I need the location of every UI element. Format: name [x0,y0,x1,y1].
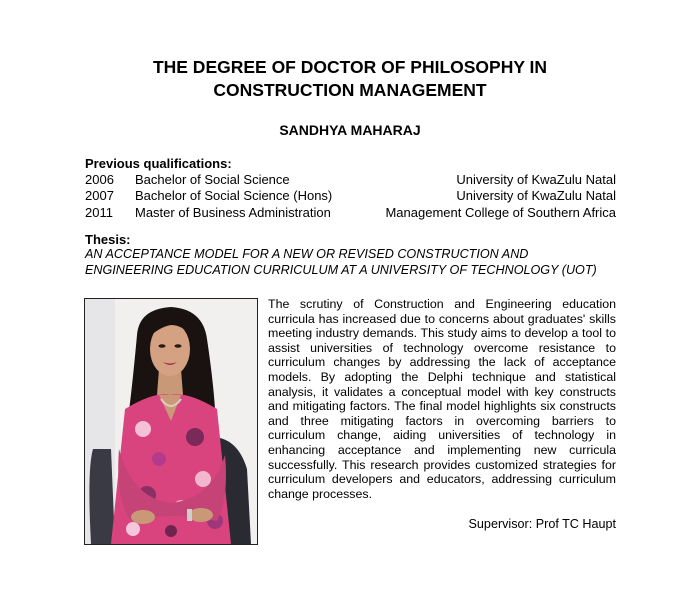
thesis-heading: Thesis: [85,232,131,247]
qualification-year: 2011 [85,204,113,220]
qualification-degree: Master of Business Administration [135,204,331,220]
qualification-row [85,172,616,188]
qualification-degree: Bachelor of Social Science (Hons) [135,188,333,204]
qualification-year: 2007 [85,188,114,204]
qualification-row [85,205,616,221]
portrait-illustration [85,299,257,544]
degree-title-line2: CONSTRUCTION MANAGEMENT [213,80,487,100]
qualifications-heading: Previous qualifications: [85,156,232,171]
degree-title [0,56,700,102]
thesis-abstract: The scrutiny of Construction and Engineering education curricula has increased due to concerns about graduates' skills meeting industry demands. This study aims to develop a tool to assist universities of technology overcome resistance to curriculum changes by addressing the lack of acceptance models. By adopting the Delphi technique and statistical analysis, it validates a conceptual model with key constructs and mitigating factors. The final model highlights six constructs and three mitigating factors in overcoming barriers to curriculum change, aiding universities of technology in enhancing acceptance and implementing new curricula successfully. This research provides customized strategies for curriculum developers and educators, addressing curriculum change processes. [268,297,616,501]
author-portrait-photo [84,298,258,545]
qualification-institution: Management College of Southern Africa [385,204,616,220]
degree-title-line1: THE DEGREE OF DOCTOR OF PHILOSOPHY IN [152,57,548,77]
supervisor-credit: Supervisor: Prof TC Haupt [468,517,616,531]
qualification-degree: Bachelor of Social Science [135,172,290,187]
thesis-title [85,246,625,279]
qualifications-list [85,172,616,221]
qualification-year: 2006 [85,172,114,187]
author-name: SANDHYA MAHARAJ [279,122,421,138]
qualification-institution: University of KwaZulu Natal [456,188,616,204]
qualification-institution: University of KwaZulu Natal [456,172,616,187]
thesis-title-line1: AN ACCEPTANCE MODEL FOR A NEW OR REVISED CONSTRUCTION AND [85,247,529,261]
thesis-title-line2: ENGINEERING EDUCATION CURRICULUM AT A UNIVERSITY OF TECHNOLOGY (UOT) [85,263,597,278]
qualification-row [85,188,616,204]
